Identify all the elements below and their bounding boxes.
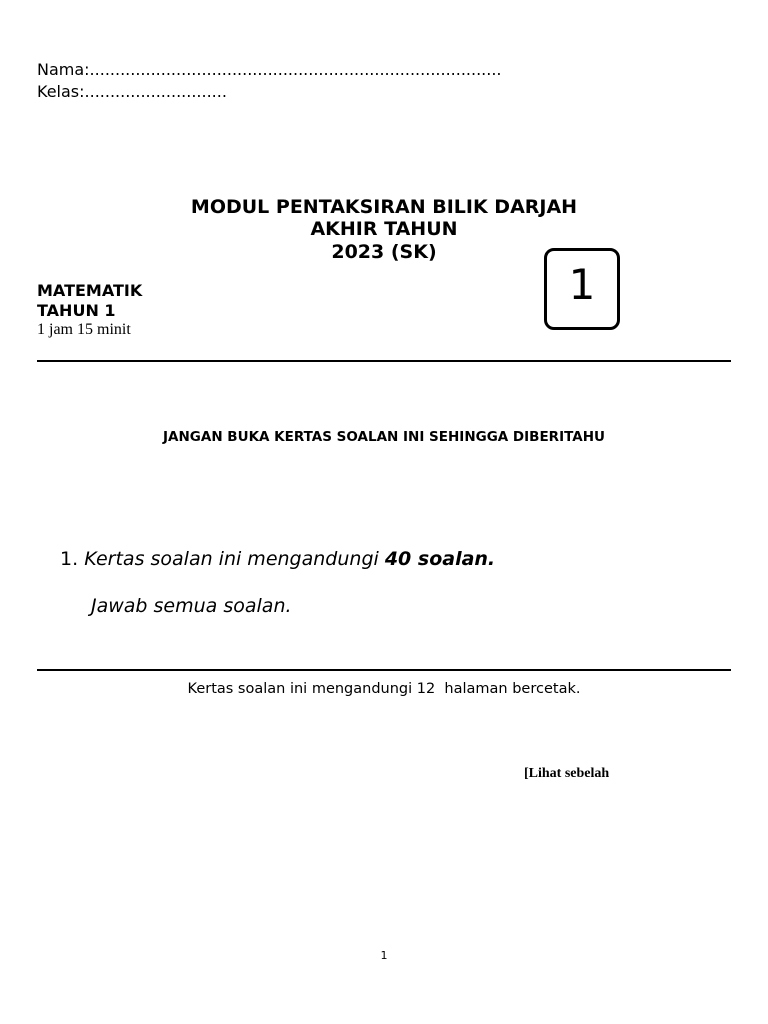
warning-notice: JANGAN BUKA KERTAS SOALAN INI SEHINGGA DIBERITAHU [163,429,605,445]
subject-year: TAHUN 1 [37,301,116,320]
page-count-note: Kertas soalan ini mengandungi 12 halaman bercetak. [187,681,581,697]
paper-number-box [544,248,620,330]
paper-number: 1 [568,260,596,309]
question-count: 40 soalan. [384,548,496,570]
top-divider [37,360,731,362]
title-line-2: AKHIR TAHUN [310,218,458,240]
title-line-3: 2023 (SK) [331,241,437,263]
instruction-1 [60,548,495,570]
instruction-text: Kertas soalan ini mengandungi [84,548,379,570]
name-field-label: Nama:................................................................................. [37,60,502,79]
instruction-number: 1. [60,548,79,570]
subject-name: MATEMATIK [37,281,143,300]
exam-duration: 1 jam 15 minit [37,321,131,338]
bottom-divider [37,669,731,671]
class-field-label: Kelas:............................ [37,82,227,101]
title-line-1: MODUL PENTAKSIRAN BILIK DARJAH [190,196,578,218]
see-next-page-note: [Lihat sebelah [524,766,610,781]
instruction-answer-all: Jawab semua soalan. [91,595,292,617]
page-number: 1 [380,949,388,962]
